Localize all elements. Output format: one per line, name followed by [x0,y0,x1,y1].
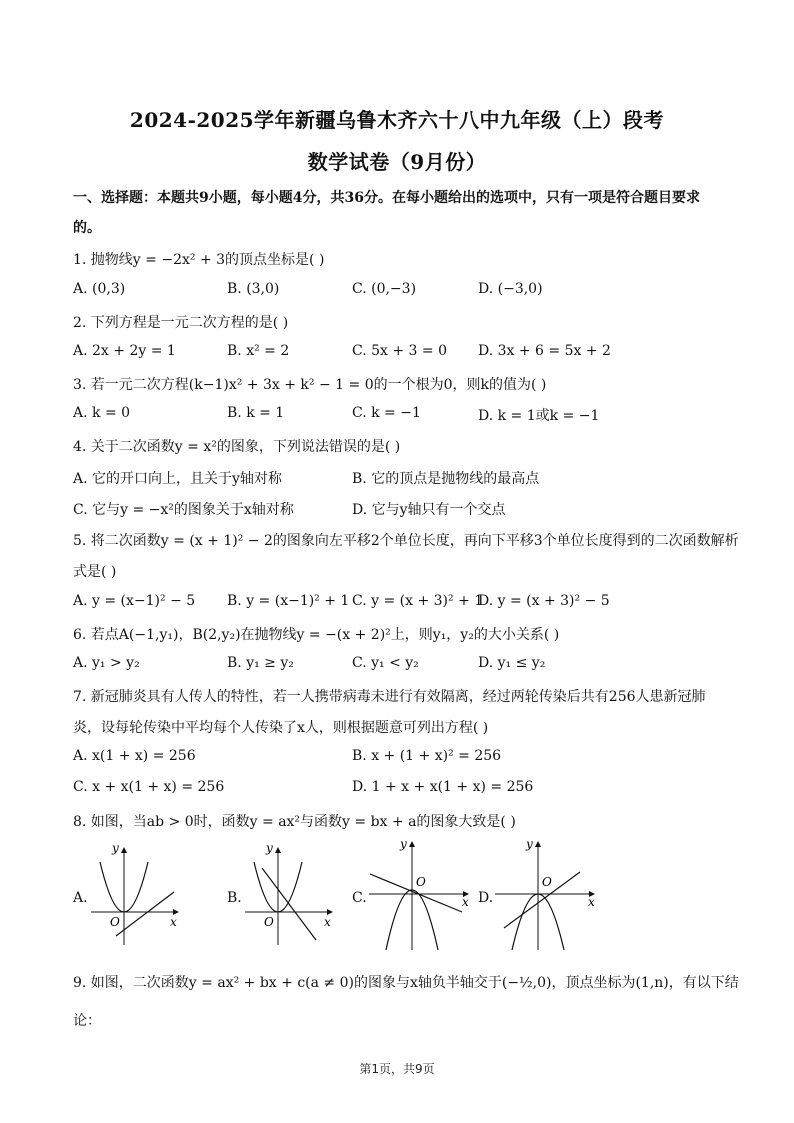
question-2-option-a: A. 2x + 2y = 1 [73,343,176,359]
question-3-option-d: D. k = 1或k = −1 [478,408,600,424]
question-6-stem: 6. 若点A(−1,y₁)，B(2,y₂)在抛物线y = −(x + 2)²上，则y₁，y₂的大小关系( ) [73,627,560,643]
question-4-option-c: C. 它与y = −x²的图象关于x轴对称 [73,502,294,518]
origin-label: O [110,915,120,929]
origin-label: O [416,875,426,889]
question-8-stem: 8. 如图，当ab > 0时，函数y = ax²与函数y = bx + a的图象大致是( ) [73,814,516,830]
x-axis-label: x [170,915,177,929]
line-curve [116,892,174,936]
question-2-option-b: B. x² = 2 [227,343,290,359]
question-3-option-a: A. k = 0 [73,405,131,421]
question-3-stem: 3. 若一元二次方程(k−1)x² + 3x + k² − 1 = 0的一个根为0，则k的值为( ) [73,377,547,393]
question-3-option-b: B. k = 1 [227,405,285,421]
question-8-option-c: C. [352,890,367,906]
y-axis-label: y [266,841,273,855]
question-5-stem: 5. 将二次函数y = (x + 1)² − 2的图象向左平移2个单位长度，再向下平移3个单位长度得到的二次函数解析 [73,533,739,549]
x-axis-label: x [462,895,469,909]
question-1-stem: 1. 抛物线y = −2x² + 3的顶点坐标是( ) [73,252,325,268]
question-7-option-b: B. x + (1 + x)² = 256 [352,748,502,764]
question-8-option-d: D. [478,890,494,906]
question-5-option-a: A. y = (x−1)² − 5 [73,593,196,609]
origin-label: O [542,875,552,889]
question-2-option-d: D. 3x + 6 = 5x + 2 [478,343,611,359]
question-9-stem-cont: 论： [73,1013,101,1029]
line-curve [262,868,316,940]
question-4-option-a: A. 它的开口向上，且关于y轴对称 [73,471,282,487]
question-6-option-c: C. y₁ < y₂ [352,655,419,671]
origin-label: O [264,915,274,929]
question-2-option-c: C. 5x + 3 = 0 [352,343,447,359]
question-8-option-b: B. [227,890,242,906]
exam-title-line2: 数学试卷（9月份） [307,150,487,174]
question-1-option-d: D. (−3,0) [478,281,543,297]
exam-title-line1: 2024-2025学年新疆乌鲁木齐六十八中九年级（上）段考 [129,108,665,132]
question-6-option-b: B. y₁ ≥ y₂ [227,655,294,671]
question-5-option-c: C. y = (x + 3)² + 1 [352,593,484,609]
question-8-graph-c [364,836,476,954]
y-axis-label: y [400,837,407,851]
question-1-option-c: C. (0,−3) [352,281,417,297]
question-7-stem: 7. 新冠肺炎具有人传人的特性，若一人携带病毒未进行有效隔离，经过两轮传染后共有256人患新冠肺 [73,689,706,705]
question-8-graph-b [240,840,340,950]
question-6-option-d: D. y₁ ≤ y₂ [478,655,546,671]
question-7-option-a: A. x(1 + x) = 256 [73,748,196,764]
question-4-option-b: B. 它的顶点是抛物线的最高点 [352,471,540,487]
question-1-option-a: A. (0,3) [73,281,126,297]
question-8-option-a: A. [73,890,88,906]
question-8-graph-d [490,836,602,954]
question-8-graph-a [86,840,186,950]
question-6-option-a: A. y₁ > y₂ [73,655,140,671]
section-intro-cont: 的。 [73,220,101,236]
question-7-option-c: C. x + x(1 + x) = 256 [73,779,225,795]
x-axis-label: x [588,895,595,909]
y-axis-label: y [526,837,533,851]
section-intro: 一、选择题：本题共9小题，每小题4分，共36分。在每小题给出的选项中，只有一项是符合题目要求 [73,190,700,206]
page-footer: 第1页，共9页 [359,1062,435,1076]
question-7-option-d: D. 1 + x + x(1 + x) = 256 [352,779,534,795]
question-9-stem: 9. 如图，二次函数y = ax² + bx + c(a ≠ 0)的图象与x轴负半轴交于(−½,0)，顶点坐标为(1,n)，有以下结 [73,975,739,991]
question-7-stem-cont: 炎，设每轮传染中平均每个人传染了x人，则根据题意可列出方程( ) [73,720,489,736]
question-2-stem: 2. 下列方程是一元二次方程的是( ) [73,315,289,331]
x-axis-label: x [324,915,331,929]
question-4-option-d: D. 它与y轴只有一个交点 [352,502,506,518]
question-5-stem-cont: 式是( ) [73,564,117,580]
question-4-stem: 4. 关于二次函数y = x²的图象，下列说法错误的是( ) [73,439,401,455]
question-5-option-b: B. y = (x−1)² + 1 [227,593,350,609]
question-5-option-d: D. y = (x + 3)² − 5 [478,593,610,609]
question-3-option-c: C. k = −1 [352,405,421,421]
y-axis-label: y [112,841,119,855]
question-1-option-b: B. (3,0) [227,281,280,297]
